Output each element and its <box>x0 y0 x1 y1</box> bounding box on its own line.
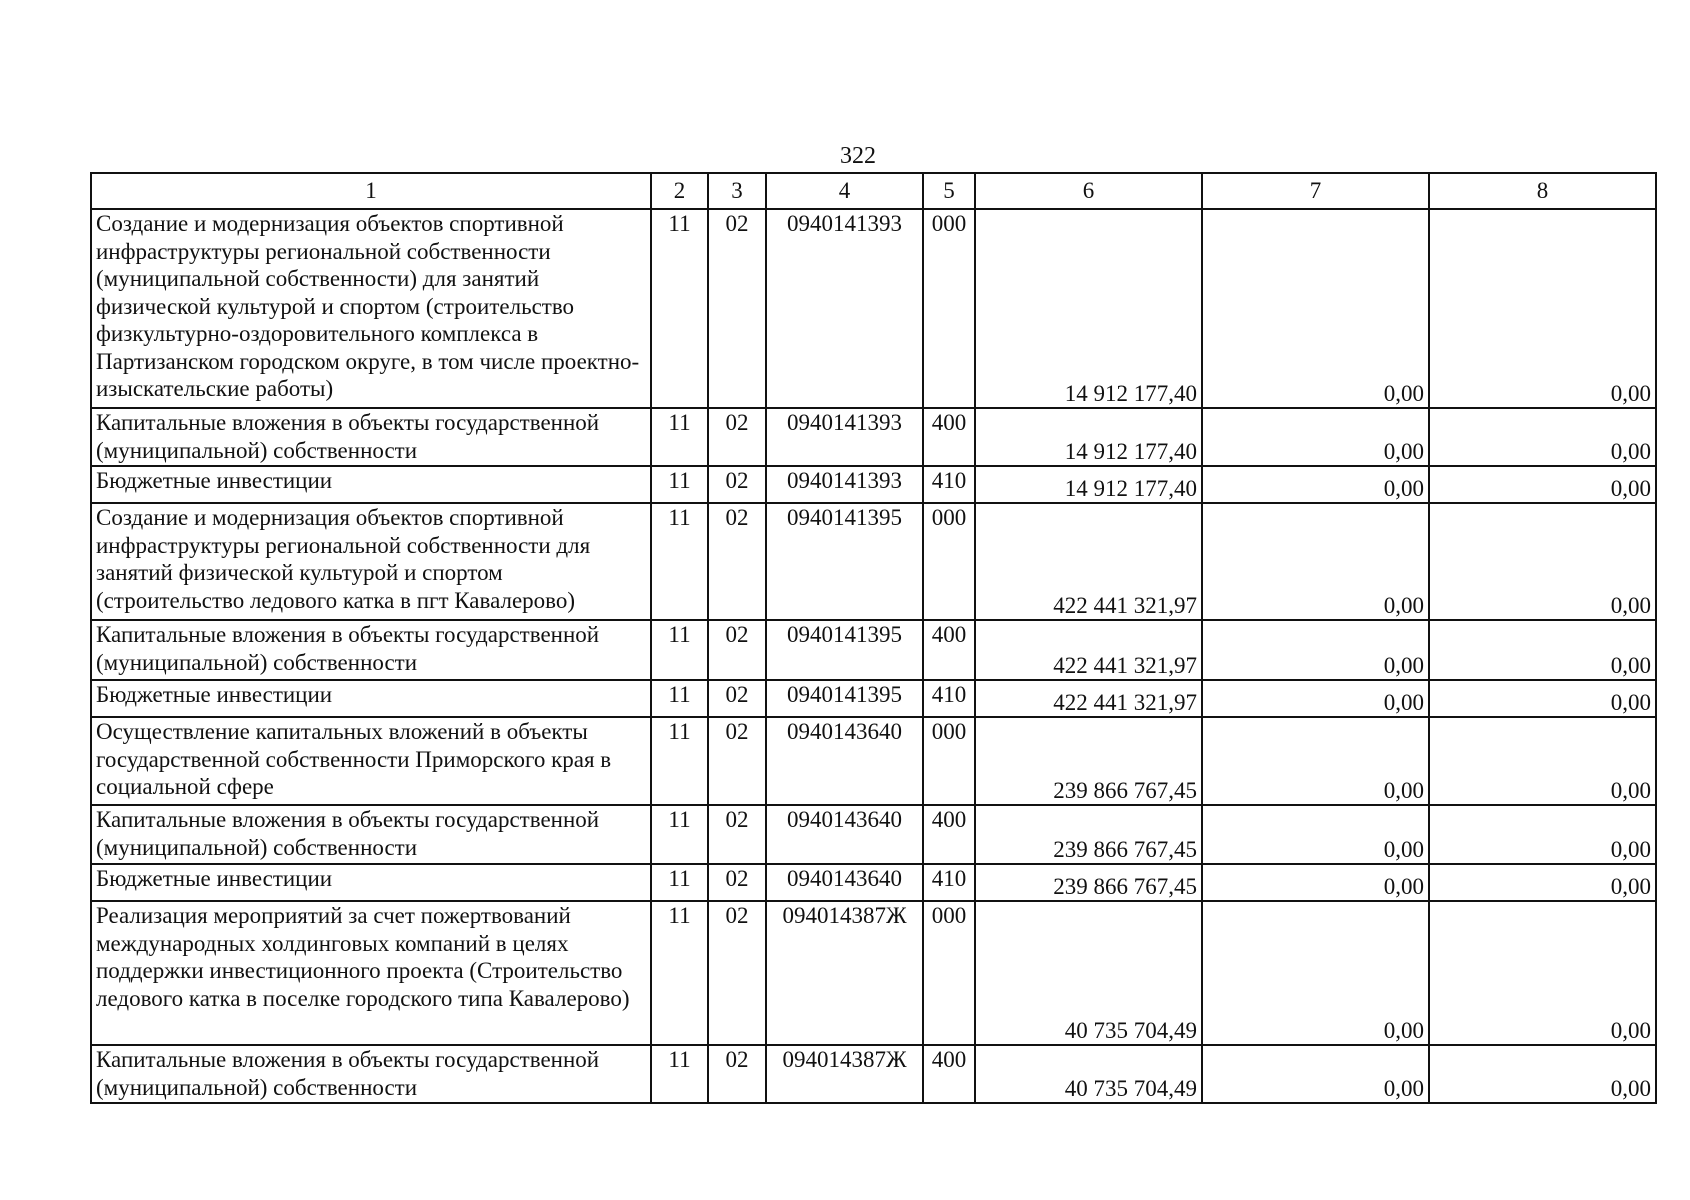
row-section: 11 <box>651 680 708 717</box>
row-name: Капитальные вложения в объекты государственной (муниципальной) собственности <box>91 408 651 466</box>
row-section: 11 <box>651 620 708 680</box>
row-name: Бюджетные инвестиции <box>91 466 651 503</box>
row-subsection: 02 <box>708 864 766 901</box>
row-expense-type: 000 <box>923 209 975 408</box>
row-amount-col7: 0,00 <box>1202 620 1429 680</box>
row-amount-col6: 422 441 321,97 <box>975 503 1202 620</box>
row-expense-type: 400 <box>923 1045 975 1103</box>
table-row <box>91 1045 1656 1103</box>
row-subsection: 02 <box>708 901 766 1045</box>
row-amount-col6: 239 866 767,45 <box>975 805 1202 864</box>
row-section: 11 <box>651 901 708 1045</box>
row-section: 11 <box>651 209 708 408</box>
row-name: Создание и модернизация объектов спортивной инфраструктуры региональной собственности для занятий физической культурой и спортом (строительство ледового катка в пгт Кавалерово) <box>91 503 651 620</box>
row-amount-col8: 0,00 <box>1429 466 1656 503</box>
table-row <box>91 680 1656 717</box>
row-target-article: 0940141393 <box>766 466 923 503</box>
row-name: Создание и модернизация объектов спортивной инфраструктуры региональной собственности (муниципальной собственности) для занятий физической культурой и спортом (строительство физкультурно-оздоровительного комплекса в Партизанском городском округе, в том числе проектно-изыскательские работы) <box>91 209 651 408</box>
row-target-article: 0940141393 <box>766 209 923 408</box>
header-col-7: 7 <box>1202 173 1429 209</box>
row-amount-col8: 0,00 <box>1429 717 1656 805</box>
row-name: Бюджетные инвестиции <box>91 864 651 901</box>
row-expense-type: 410 <box>923 680 975 717</box>
row-subsection: 02 <box>708 805 766 864</box>
row-name: Реализация мероприятий за счет пожертвований международных холдинговых компаний в целях поддержки инвестиционного проекта (Строительство ледового катка в поселке городского типа Кавалерово) <box>91 901 651 1045</box>
row-amount-col6: 40 735 704,49 <box>975 901 1202 1045</box>
row-target-article: 0940141395 <box>766 680 923 717</box>
page-number: 322 <box>840 143 876 169</box>
row-amount-col8: 0,00 <box>1429 503 1656 620</box>
row-amount-col7: 0,00 <box>1202 901 1429 1045</box>
row-amount-col7: 0,00 <box>1202 503 1429 620</box>
row-expense-type: 400 <box>923 805 975 864</box>
row-expense-type: 000 <box>923 717 975 805</box>
table-header-row <box>91 173 1656 209</box>
row-section: 11 <box>651 717 708 805</box>
row-target-article: 0940141395 <box>766 503 923 620</box>
row-amount-col7: 0,00 <box>1202 680 1429 717</box>
table-row <box>91 209 1656 408</box>
table-row <box>91 408 1656 466</box>
table-row <box>91 620 1656 680</box>
row-amount-col8: 0,00 <box>1429 1045 1656 1103</box>
header-col-5: 5 <box>923 173 975 209</box>
budget-table <box>90 172 1657 1104</box>
row-amount-col7: 0,00 <box>1202 1045 1429 1103</box>
row-expense-type: 410 <box>923 466 975 503</box>
row-target-article: 0940141395 <box>766 620 923 680</box>
row-amount-col7: 0,00 <box>1202 408 1429 466</box>
row-target-article: 0940143640 <box>766 805 923 864</box>
row-subsection: 02 <box>708 503 766 620</box>
row-expense-type: 410 <box>923 864 975 901</box>
row-name: Осуществление капитальных вложений в объекты государственной собственности Приморского края в социальной сфере <box>91 717 651 805</box>
table-row <box>91 864 1656 901</box>
row-section: 11 <box>651 408 708 466</box>
row-subsection: 02 <box>708 717 766 805</box>
row-name: Капитальные вложения в объекты государственной (муниципальной) собственности <box>91 805 651 864</box>
row-subsection: 02 <box>708 1045 766 1103</box>
row-amount-col7: 0,00 <box>1202 466 1429 503</box>
row-amount-col8: 0,00 <box>1429 805 1656 864</box>
row-amount-col6: 422 441 321,97 <box>975 680 1202 717</box>
row-amount-col8: 0,00 <box>1429 680 1656 717</box>
row-name: Капитальные вложения в объекты государственной (муниципальной) собственности <box>91 620 651 680</box>
row-amount-col7: 0,00 <box>1202 805 1429 864</box>
row-name: Бюджетные инвестиции <box>91 680 651 717</box>
row-target-article: 094014387Ж <box>766 1045 923 1103</box>
row-subsection: 02 <box>708 408 766 466</box>
row-amount-col8: 0,00 <box>1429 408 1656 466</box>
row-amount-col6: 422 441 321,97 <box>975 620 1202 680</box>
row-expense-type: 000 <box>923 901 975 1045</box>
header-col-2: 2 <box>651 173 708 209</box>
row-section: 11 <box>651 1045 708 1103</box>
row-section: 11 <box>651 864 708 901</box>
row-amount-col7: 0,00 <box>1202 209 1429 408</box>
table-row <box>91 805 1656 864</box>
row-expense-type: 000 <box>923 503 975 620</box>
table-row <box>91 503 1656 620</box>
row-expense-type: 400 <box>923 408 975 466</box>
row-amount-col7: 0,00 <box>1202 864 1429 901</box>
row-section: 11 <box>651 805 708 864</box>
row-amount-col8: 0,00 <box>1429 209 1656 408</box>
row-amount-col8: 0,00 <box>1429 901 1656 1045</box>
row-target-article: 0940141393 <box>766 408 923 466</box>
row-subsection: 02 <box>708 466 766 503</box>
row-amount-col6: 239 866 767,45 <box>975 864 1202 901</box>
row-amount-col6: 14 912 177,40 <box>975 209 1202 408</box>
row-section: 11 <box>651 466 708 503</box>
row-subsection: 02 <box>708 209 766 408</box>
header-col-6: 6 <box>975 173 1202 209</box>
row-target-article: 0940143640 <box>766 717 923 805</box>
header-col-8: 8 <box>1429 173 1656 209</box>
row-section: 11 <box>651 503 708 620</box>
table-row <box>91 717 1656 805</box>
row-target-article: 094014387Ж <box>766 901 923 1045</box>
row-amount-col6: 14 912 177,40 <box>975 408 1202 466</box>
row-subsection: 02 <box>708 620 766 680</box>
row-target-article: 0940143640 <box>766 864 923 901</box>
row-expense-type: 400 <box>923 620 975 680</box>
header-col-4: 4 <box>766 173 923 209</box>
row-amount-col6: 40 735 704,49 <box>975 1045 1202 1103</box>
row-amount-col6: 239 866 767,45 <box>975 717 1202 805</box>
row-amount-col6: 14 912 177,40 <box>975 466 1202 503</box>
header-col-1: 1 <box>91 173 651 209</box>
row-amount-col8: 0,00 <box>1429 864 1656 901</box>
row-amount-col7: 0,00 <box>1202 717 1429 805</box>
row-amount-col8: 0,00 <box>1429 620 1656 680</box>
table-row <box>91 901 1656 1045</box>
row-name: Капитальные вложения в объекты государственной (муниципальной) собственности <box>91 1045 651 1103</box>
row-subsection: 02 <box>708 680 766 717</box>
header-col-3: 3 <box>708 173 766 209</box>
table-row <box>91 466 1656 503</box>
